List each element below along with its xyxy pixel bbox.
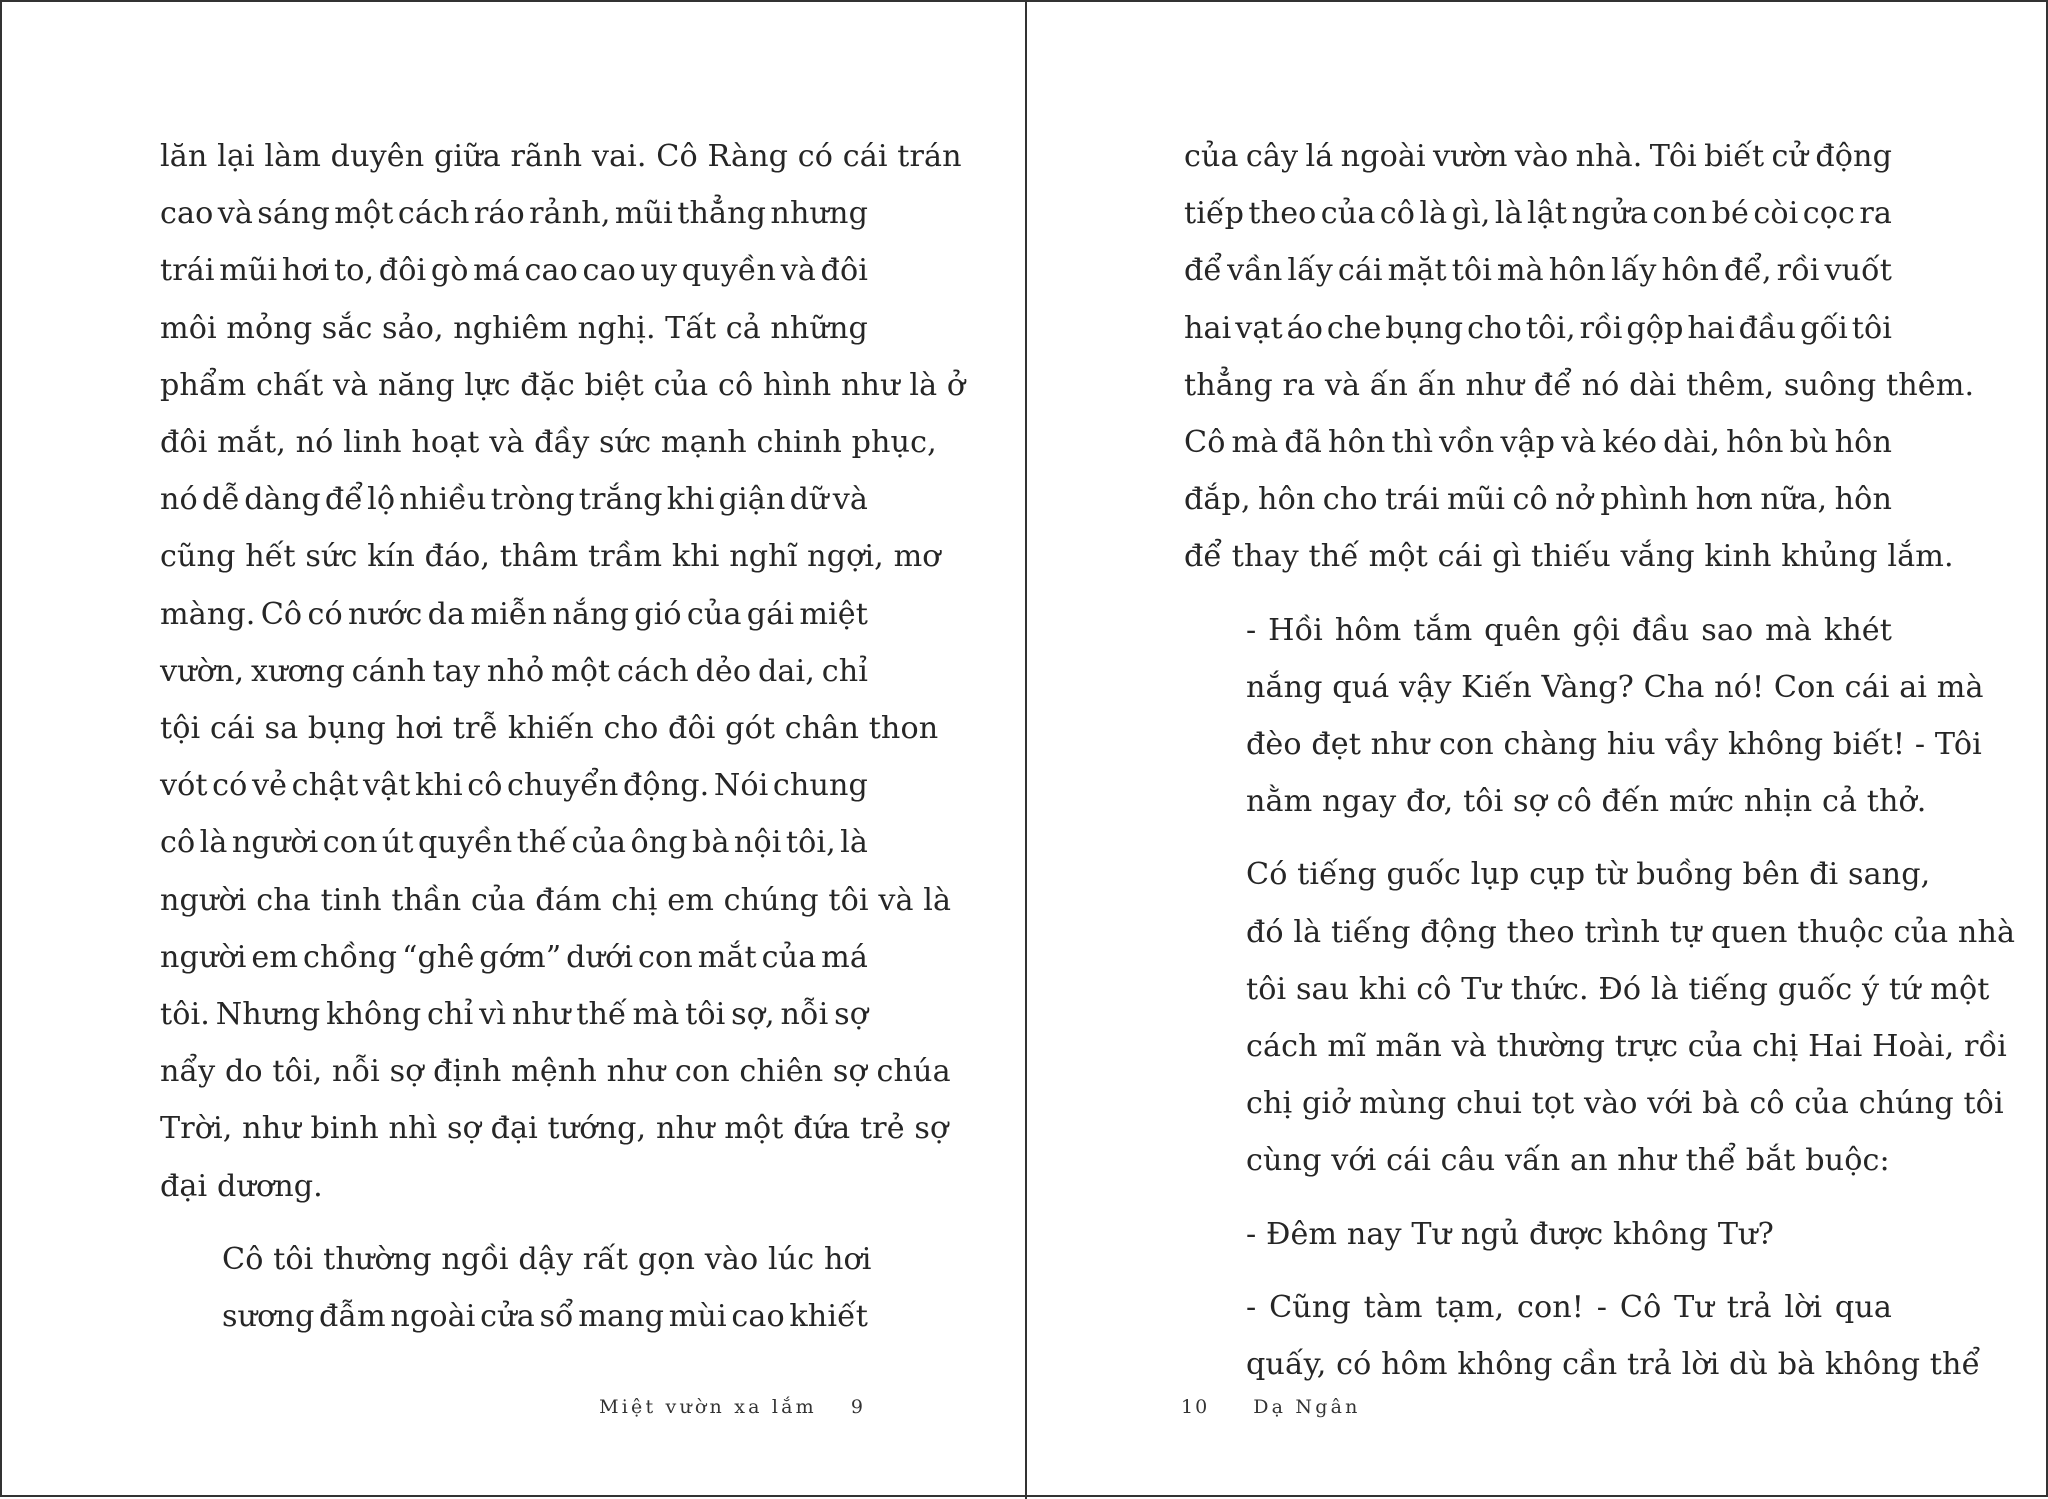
paragraph [1184, 1206, 1892, 1263]
text-line: nẩy do tôi, nỗi sợ định mệnh như con chiên sợ chúa [160, 1054, 951, 1090]
text-line: để thay thế một cái gì thiếu vắng kinh khủng lắm. [1184, 539, 1954, 575]
text-line: tiếp theo của cô là gì, là lật ngửa con bé còi cọc ra [1184, 196, 1892, 232]
text-line: - Cũng tàm tạm, con! - Cô Tư trả lời qua [1246, 1289, 1892, 1325]
text-line: vườn, xương cánh tay nhỏ một cách dẻo dai, chỉ [160, 653, 868, 689]
text-line: thẳng ra và ấn ấn như để nó dài thêm, suông thêm. [1184, 367, 1975, 403]
text-line: cao và sáng một cách ráo rảnh, mũi thẳng nhưng [160, 196, 868, 232]
text-line: tôi. Nhưng không chỉ vì như thế mà tôi sợ, nỗi sợ [160, 997, 868, 1033]
text-line: lăn lại làm duyên giữa rãnh vai. Cô Ràng có cái trán [160, 139, 962, 174]
left-page [2, 2, 1025, 1499]
text-line: vót có vẻ chật vật khi cô chuyển động. Nói chung [160, 768, 868, 804]
text-line: cô là người con út quyền thế của ông bà nội tôi, là [160, 825, 868, 861]
text-line: cũng hết sức kín đáo, thâm trầm khi nghĩ ngợi, mơ [160, 539, 941, 575]
text-line: đôi mắt, nó linh hoạt và đầy sức mạnh chinh phục, [160, 425, 937, 461]
text-line: chị giở mùng chui tọt vào với bà cô của chúng tôi [1246, 1086, 2004, 1122]
right-page-text [1184, 128, 2016, 1409]
text-line: trái mũi hơi to, đôi gò má cao cao uy quyền và đôi [160, 253, 868, 289]
text-line: đèo đẹt như con chàng hiu vầy không biết! - Tôi [1246, 727, 1982, 763]
text-line: Có tiếng guốc lụp cụp từ buồng bên đi sang, [1246, 857, 1931, 893]
text-line: tôi sau khi cô Tư thức. Đó là tiếng guốc ý tứ một [1246, 971, 1990, 1007]
text-line: quấy, có hôm không cần trả lời dù bà không thể [1246, 1347, 1981, 1383]
paragraph [160, 128, 966, 1215]
left-page-text [160, 128, 966, 1361]
text-line: cùng với cái câu vấn an như thể bắt buộc: [1246, 1143, 1890, 1179]
text-line: Cô tôi thường ngồi dậy rất gọn vào lúc hơi [222, 1241, 872, 1277]
text-line: hai vạt áo che bụng cho tôi, rồi gộp hai đầu gối tôi [1184, 310, 1892, 346]
text-line: đắp, hôn cho trái mũi cô nở phình hơn nữa, hôn [1184, 482, 1892, 518]
text-line: sương đẫm ngoài cửa sổ mang mùi cao khiết [222, 1299, 868, 1335]
right-page-footer [1181, 1396, 1361, 1418]
page-number: 10 [1181, 1396, 1210, 1418]
page-number: 9 [850, 1396, 865, 1418]
paragraph [1184, 128, 1975, 586]
text-line: phẩm chất và năng lực đặc biệt của cô hình như là ở [160, 367, 966, 403]
text-line: người cha tinh thần của đám chị em chúng tôi và là [160, 882, 952, 918]
text-line: Cô mà đã hôn thì vồn vập và kéo dài, hôn bù hôn [1184, 425, 1892, 461]
paragraph [160, 1231, 872, 1345]
text-line: - Đêm nay Tư ngủ được không Tư? [1246, 1216, 1774, 1252]
text-line: nắng quá vậy Kiến Vàng? Cha nó! Con cái ai mà [1246, 669, 1984, 705]
text-line: Trời, như binh nhì sợ đại tướng, như một đứa trẻ sợ [160, 1111, 949, 1147]
text-line: đó là tiếng động theo trình tự quen thuộc của nhà [1246, 914, 2016, 950]
text-line: nằm ngay đơ, tôi sợ cô đến mức nhịn cả thở. [1246, 784, 1927, 820]
author-name: Dạ Ngân [1253, 1396, 1361, 1418]
running-title: Miệt vườn xa lắm [599, 1396, 817, 1418]
text-line: người em chồng “ghê gớm” dưới con mắt của má [160, 939, 868, 975]
text-line: cách mĩ mãn và thường trực của chị Hai Hoài, rồi [1246, 1029, 2007, 1065]
paragraph [1184, 602, 1984, 831]
text-line: của cây lá ngoài vườn vào nhà. Tôi biết cử động [1184, 139, 1892, 174]
text-line: nó dễ dàng để lộ nhiều tròng trắng khi giận dữ và [160, 482, 868, 518]
right-page [1027, 2, 2048, 1499]
text-line: đại dương. [160, 1168, 323, 1204]
text-line: tội cái sa bụng hơi trễ khiến cho đôi gót chân thon [160, 711, 939, 747]
paragraph [1184, 846, 2016, 1189]
paragraph [1184, 1279, 1981, 1393]
text-line: để vần lấy cái mặt tôi mà hôn lấy hôn để, rồi vuốt [1184, 253, 1892, 289]
text-line: môi mỏng sắc sảo, nghiêm nghị. Tất cả những [160, 310, 868, 346]
left-page-footer [599, 1396, 865, 1418]
text-line: màng. Cô có nước da miễn nắng gió của gái miệt [160, 596, 868, 632]
text-line: - Hồi hôm tắm quên gội đầu sao mà khét [1246, 612, 1892, 648]
